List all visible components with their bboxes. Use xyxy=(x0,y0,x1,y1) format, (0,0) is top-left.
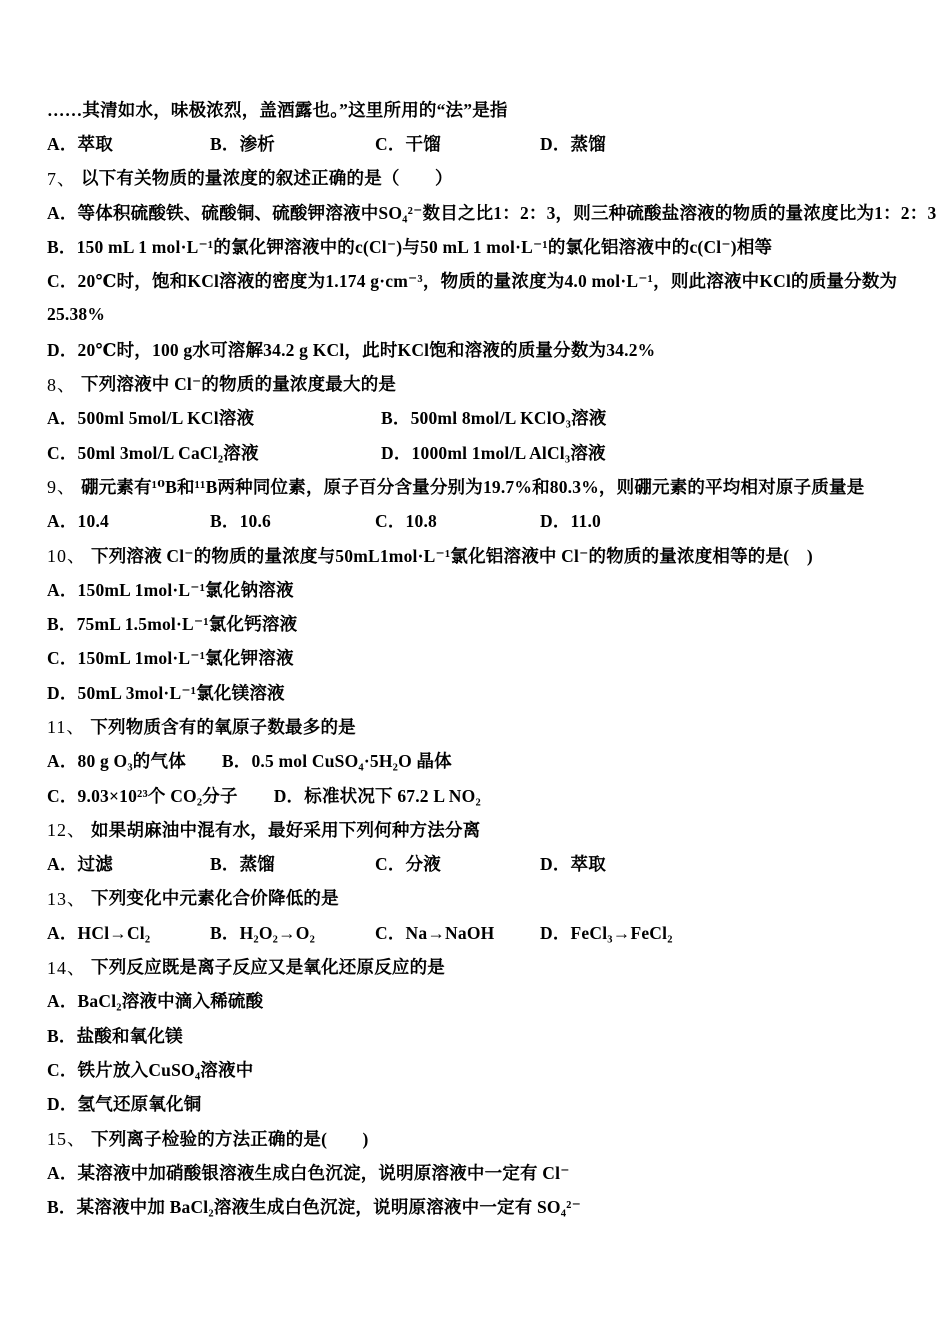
question-9-option-b: B．10.6 xyxy=(210,511,271,532)
question-12-option-b: B．蒸馏 xyxy=(210,854,275,875)
question-9-number: 9、 xyxy=(47,477,76,498)
question-14-option-d xyxy=(47,1087,927,1121)
question-8-option-b: B．500ml 8mol/L KClO₃溶液 xyxy=(381,408,607,429)
question-11-stem-row xyxy=(47,709,927,743)
question-14-stem-row xyxy=(47,949,927,983)
question-9-stem-row xyxy=(47,469,927,503)
question-13-option-a: A．HCl→Cl₂ xyxy=(47,922,151,943)
question-7-option-c-text: C．20℃时，饱和KCl溶液的密度为1.174 g·cm⁻³，物质的量浓度为4.0 mol·L⁻¹，则此溶液中KCl的质量分数为 xyxy=(47,271,898,292)
question-7-option-b xyxy=(47,229,927,263)
question-7-option-c-continued-text: 25.38% xyxy=(47,304,106,325)
question-11-stem: 下列物质含有的氧原子数最多的是 xyxy=(90,716,356,737)
question-15-stem: 下列离子检验的方法正确的是( ) xyxy=(91,1128,369,1149)
question-13-option-c: C．Na→NaOH xyxy=(375,922,495,943)
question-10-option-c-text: C．150mL 1mol·L⁻¹氯化钾溶液 xyxy=(47,648,294,669)
question-12-number: 12、 xyxy=(47,820,86,841)
question-6-options-row xyxy=(47,126,927,160)
question-8-stem-row xyxy=(47,366,927,400)
question-15-option-b xyxy=(47,1190,927,1224)
exam-content xyxy=(47,92,937,1224)
question-6-option-b: B．渗析 xyxy=(210,133,275,154)
question-10-option-a-text: A．150mL 1mol·L⁻¹氯化钠溶液 xyxy=(47,579,294,600)
question-13-options-row xyxy=(47,915,927,949)
question-6-tail-line: ……其清如水，味极浓烈，盖酒露也。”这里所用的“法”是指 xyxy=(47,99,508,120)
question-12-option-c: C．分液 xyxy=(375,854,441,875)
question-10-number: 10、 xyxy=(47,546,86,566)
question-11-options-row-2 xyxy=(47,778,927,812)
question-14-option-b xyxy=(47,1018,927,1052)
question-14-stem: 下列反应既是离子反应又是氧化还原反应的是 xyxy=(91,957,445,978)
question-11-option-b: B．0.5 mol CuSO₄·5H₂O 晶体 xyxy=(221,751,452,772)
question-14-option-b-text: B．盐酸和氧化镁 xyxy=(47,1025,183,1046)
question-11-option-a: A．80 g O₃的气体 xyxy=(47,751,186,772)
question-13-option-b: B．H₂O₂→O₂ xyxy=(210,922,316,943)
question-9-options-row xyxy=(47,504,927,538)
question-7-option-c-continued xyxy=(47,298,927,332)
question-12-stem-row xyxy=(47,812,927,846)
question-8-options-row-1 xyxy=(47,401,927,435)
question-8-option-c: C．50ml 3mol/L CaCl₂溶液 xyxy=(47,442,259,463)
question-11-options-row-1 xyxy=(47,744,927,778)
question-8-option-a: A．500ml 5mol/L KCl溶液 xyxy=(47,408,255,429)
question-6-option-c: C．干馏 xyxy=(375,133,441,154)
question-10-option-d xyxy=(47,675,927,709)
question-8-number: 8、 xyxy=(47,374,76,395)
question-11-option-d: D．标准状况下 67.2 L NO₂ xyxy=(273,785,481,806)
question-14-option-a xyxy=(47,984,927,1018)
question-8-option-d: D．1000ml 1mol/L AlCl₃溶液 xyxy=(381,442,606,463)
question-7-number: 7、 xyxy=(47,168,76,189)
question-11-option-c: C．9.03×10²³个 CO₂分子 xyxy=(47,785,238,806)
question-10-option-a xyxy=(47,572,927,606)
question-12-option-a: A．过滤 xyxy=(47,854,113,875)
question-15-option-a xyxy=(47,1155,927,1189)
question-14-option-c-text: C．铁片放入CuSO₄溶液中 xyxy=(47,1059,254,1080)
question-8-options-row-2 xyxy=(47,435,927,469)
question-10-option-c xyxy=(47,641,927,675)
question-14-option-d-text: D．氢气还原氧化铜 xyxy=(47,1094,202,1115)
question-6-option-a: A．萃取 xyxy=(47,133,113,154)
question-12-option-d: D．萃取 xyxy=(540,854,606,875)
question-7-stem: 以下有关物质的量浓度的叙述正确的是（ ） xyxy=(81,168,453,189)
question-10-stem-row xyxy=(47,538,927,572)
question-7-option-c xyxy=(47,263,927,297)
question-15-option-b-text: B．某溶液中加 BaCl₂溶液生成白色沉淀，说明原溶液中一定有 SO₄²⁻ xyxy=(47,1197,582,1218)
question-6-tail-text xyxy=(47,92,927,126)
question-14-number: 14、 xyxy=(47,957,86,978)
question-10-option-b xyxy=(47,606,927,640)
question-7-option-b-text: B．150 mL 1 mol·L⁻¹的氯化钾溶液中的c(Cl⁻)与50 mL 1 mol·L⁻¹的氯化铝溶液中的c(Cl⁻)相等 xyxy=(47,236,773,257)
question-9-option-c: C．10.8 xyxy=(375,511,437,532)
question-13-stem: 下列变化中元素化合价降低的是 xyxy=(91,888,339,909)
question-14-option-c xyxy=(47,1052,927,1086)
question-12-stem: 如果胡麻油中混有水，最好采用下列何种方法分离 xyxy=(91,819,481,840)
question-13-number: 13、 xyxy=(47,888,86,909)
question-7-stem-row xyxy=(47,161,927,195)
question-12-options-row xyxy=(47,847,927,881)
question-9-stem: 硼元素有¹⁰B和¹¹B两种同位素，原子百分含量分别为19.7%和80.3%，则硼元素的平均相对原子质量是 xyxy=(81,476,865,497)
question-10-stem: 下列溶液 Cl⁻的物质的量浓度与50mL1mol·L⁻¹氯化铝溶液中 Cl⁻的物质的量浓度相等的是( ) xyxy=(91,545,813,566)
question-10-option-d-text: D．50mL 3mol·L⁻¹氯化镁溶液 xyxy=(47,682,285,703)
question-8-stem: 下列溶液中 Cl⁻的物质的量浓度最大的是 xyxy=(81,374,397,395)
question-6-option-d: D．蒸馏 xyxy=(540,133,606,154)
question-7-option-a-text: A．等体积硫酸铁、硫酸铜、硫酸钾溶液中SO₄²⁻数目之比1：2：3，则三种硫酸盐溶液的物质的量浓度比为1：2：3 xyxy=(47,202,937,223)
question-7-option-a xyxy=(47,195,937,229)
question-10-option-b-text: B．75mL 1.5mol·L⁻¹氯化钙溶液 xyxy=(47,614,298,635)
question-7-option-d xyxy=(47,332,927,366)
question-11-number: 11、 xyxy=(47,717,86,738)
question-15-option-a-text: A．某溶液中加硝酸银溶液生成白色沉淀，说明原溶液中一定有 Cl⁻ xyxy=(47,1162,570,1183)
question-13-stem-row xyxy=(47,881,927,915)
question-9-option-a: A．10.4 xyxy=(47,511,109,532)
question-14-option-a-text: A．BaCl₂溶液中滴入稀硫酸 xyxy=(47,991,264,1012)
question-15-number: 15、 xyxy=(47,1129,86,1150)
question-7-option-d-text: D．20℃时，100 g水可溶解34.2 g KCl，此时KCl饱和溶液的质量分数为34.2% xyxy=(47,339,656,360)
question-13-option-d: D．FeCl₃→FeCl₂ xyxy=(540,922,673,943)
question-9-option-d: D．11.0 xyxy=(540,511,601,532)
question-15-stem-row xyxy=(47,1121,927,1155)
